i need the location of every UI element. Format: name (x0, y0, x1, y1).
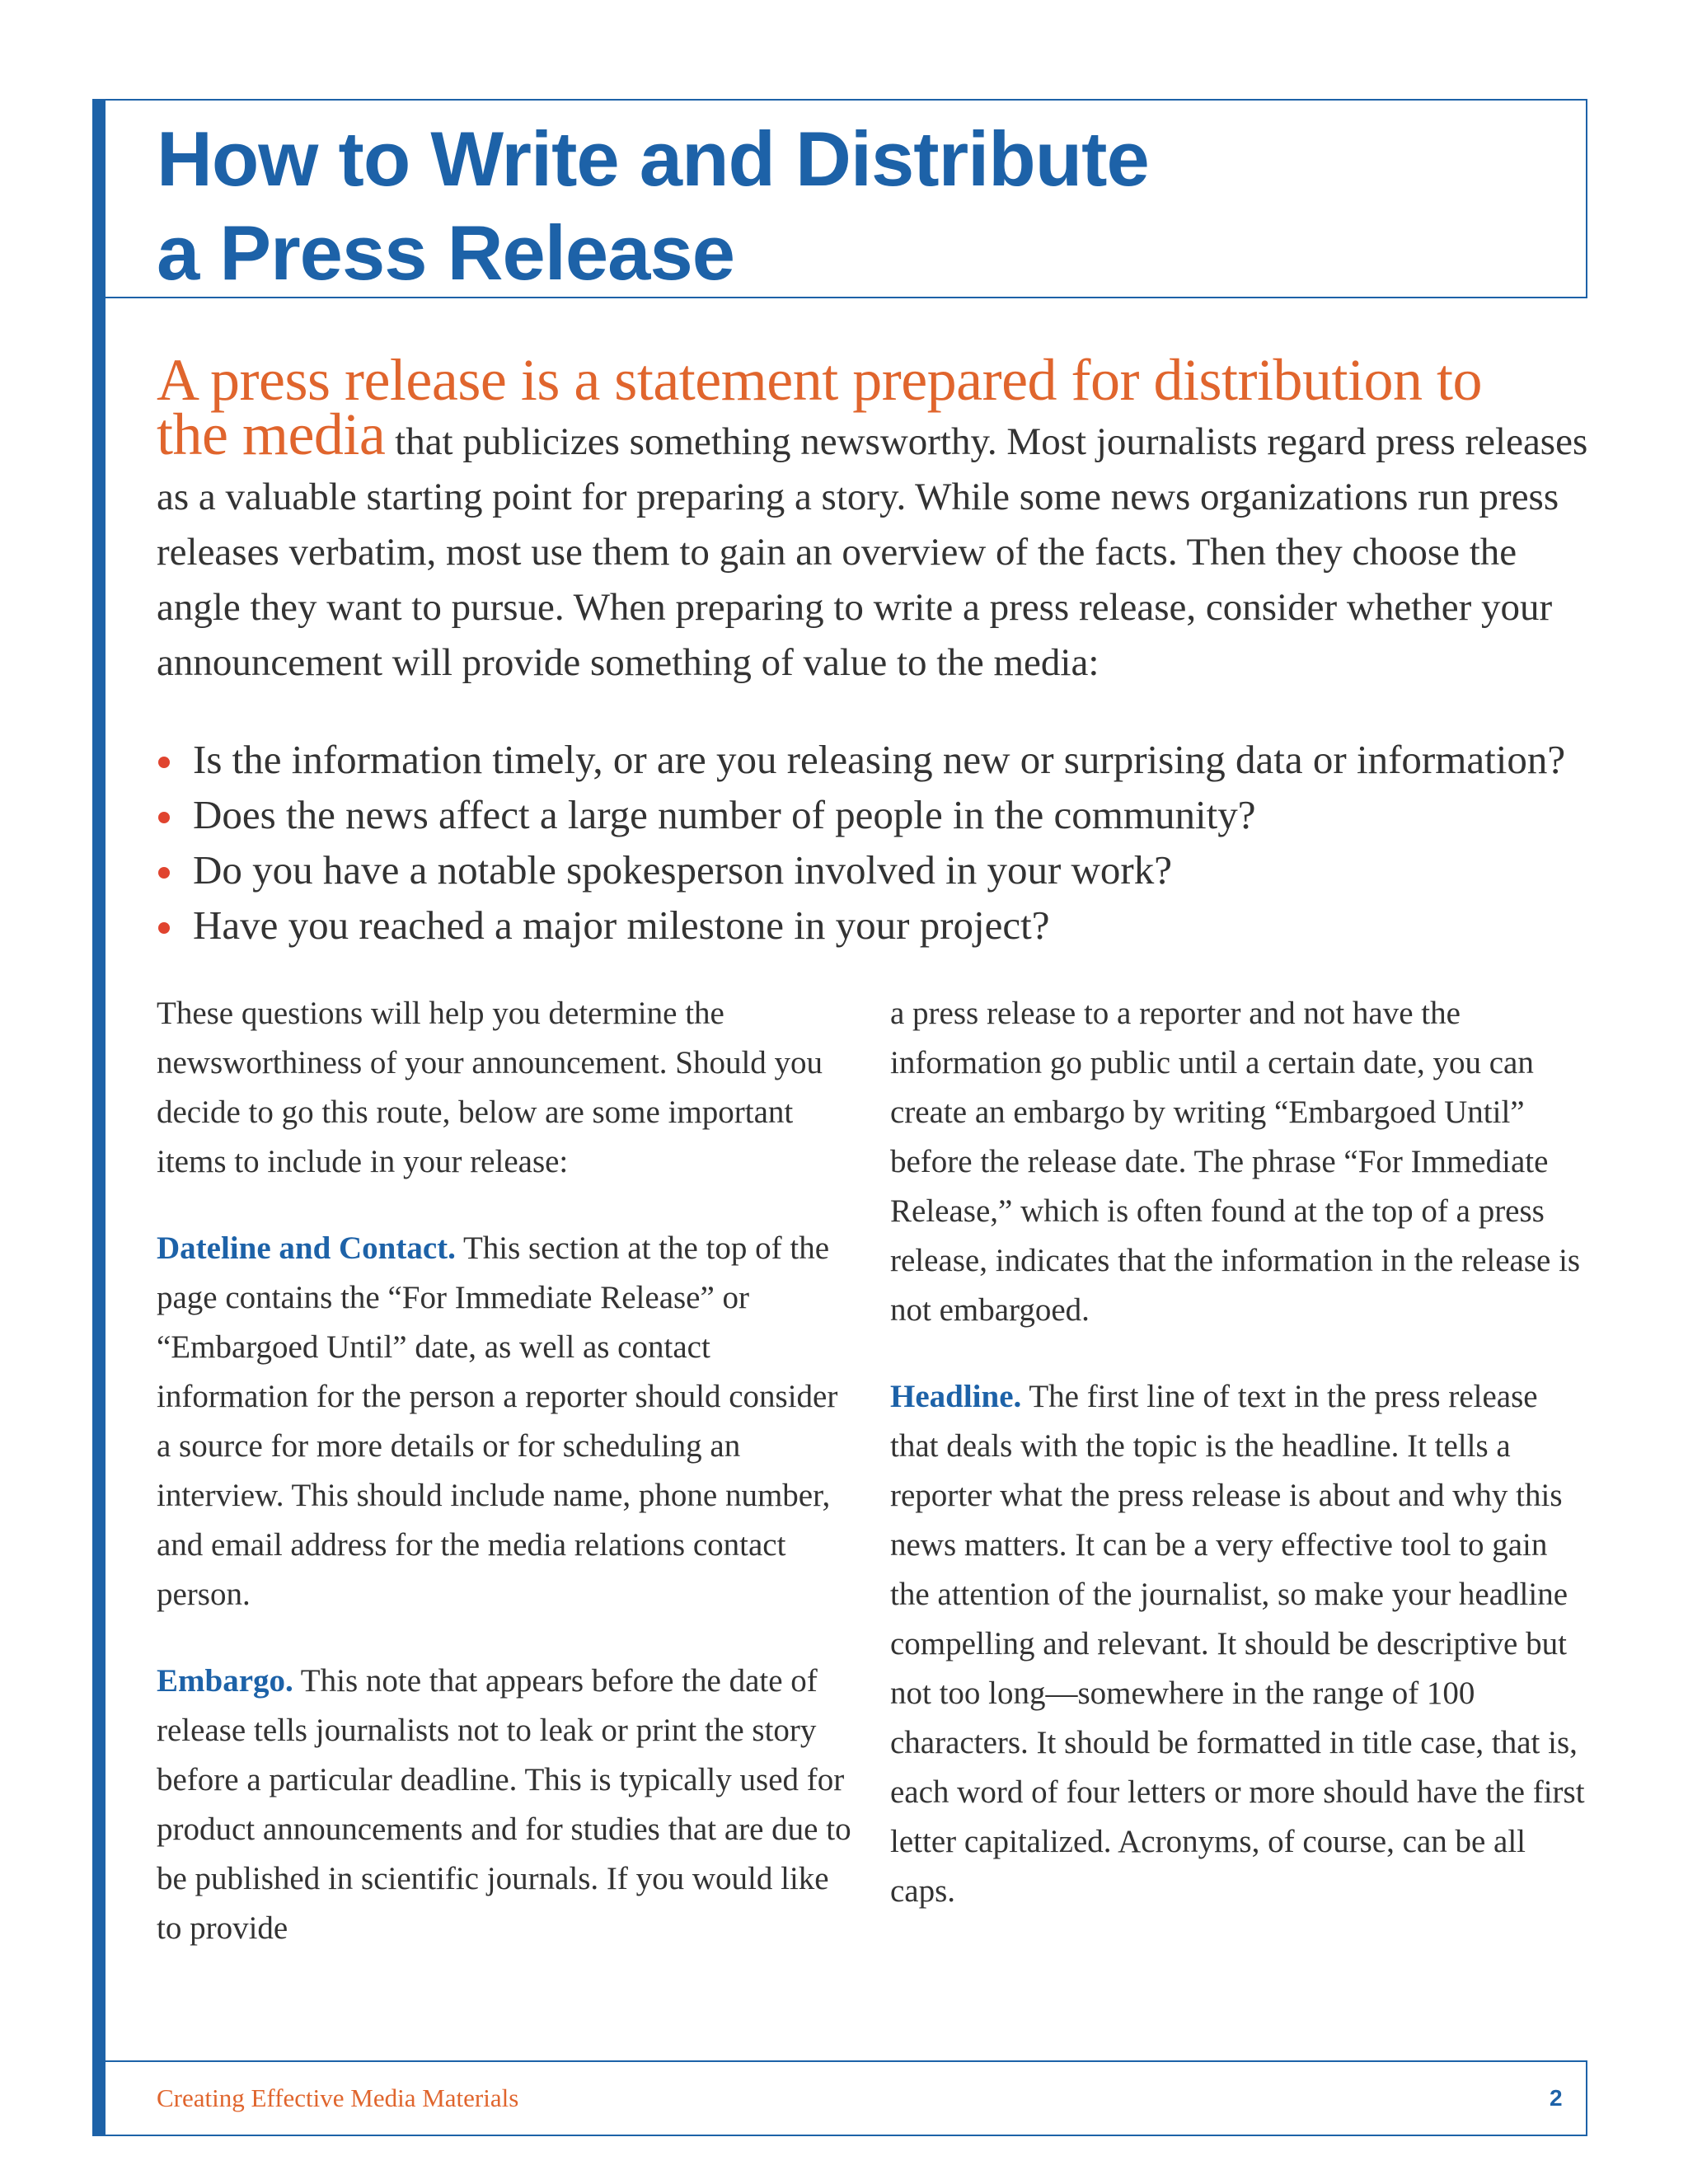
embargo-text: This note that appears before the date of release tells journalists not to leak or print the story before a particular deadline. This is typically used for product announcements and for studies that are due to be published in scientific journals. If you would like to provide (157, 1663, 851, 1946)
left-column-intro: These questions will help you determine the newsworthiness of your announcement. Should you decide to go this route, below are some important items to include in your release: (157, 996, 823, 1179)
dateline-text: This section at the top of the page contains the “For Immediate Release” or “Embargoed Until” date, as well as contact information for the person a reporter should consider a source for more details or for scheduling an interview. This should include name, phone number, and email address for the media relations contact person. (157, 1230, 838, 1612)
bullet-dot-icon (158, 867, 170, 879)
headline-text: The first line of text in the press release that deals with the topic is the headline. It tells a reporter what the press release is about and why this news matters. It can be a very effective tool to gain the attention of the journalist, so make your headline compelling and relevant. It should be descriptive but not too long—somewhere in the range of 100 characters. It should be formatted in title case, that is, each word of four letters or more should have the first letter capitalized. Acronyms, of course, can be all caps. (890, 1379, 1585, 1909)
headline-term: Headline. (890, 1379, 1022, 1414)
list-item-text: Have you reached a major milestone in your project? (193, 902, 1050, 948)
dateline-section (157, 1224, 857, 1619)
page-title (157, 112, 1149, 300)
footer-divider (106, 2060, 1587, 2062)
left-accent-bar (92, 99, 106, 2136)
embargo-continued-text: a press release to a reporter and not have the information go public until a certain date, you can create an embargo by writing “Embargoed Until” before the release date. The phrase “For Immediate Release,” which is often found at the top of a press release, indicates that the information in the release is not embargoed. (890, 996, 1581, 1328)
right-column (890, 989, 1591, 1953)
page-title-line-1: How to Write and Distribute (157, 115, 1149, 202)
list-item (157, 898, 1607, 953)
page-title-line-2: a Press Release (157, 209, 735, 296)
intro-body-text: that publicizes something newsworthy. Most journalists regard press releases as a valuable starting point for preparing a story. While some news organizations run press releases verbatim, most use them to gain an overview of the facts. Then they choose the angle they want to pursue. When preparing to write a press release, consider whether your announcement will provide something of value to the media: (157, 420, 1588, 684)
footer-frame-edge (1586, 2060, 1587, 2136)
bullet-dot-icon (158, 812, 170, 823)
dateline-term: Dateline and Contact. (157, 1230, 456, 1266)
intro-paragraph (157, 349, 1591, 691)
bullet-dot-icon (158, 922, 170, 934)
embargo-term: Embargo. (157, 1663, 293, 1699)
left-column (157, 989, 857, 1990)
bullet-dot-icon (158, 757, 170, 768)
list-item-text: Is the information timely, or are you releasing new or surprising data or information? (193, 737, 1566, 782)
list-item (157, 732, 1607, 787)
list-item-text: Do you have a notable spokesperson involved in your work? (193, 847, 1172, 893)
page-number: 2 (1550, 2085, 1563, 2111)
embargo-section (157, 1657, 857, 1953)
footer-publication-title: Creating Effective Media Materials (157, 2083, 519, 2112)
newsworthiness-checklist (157, 732, 1607, 953)
list-item (157, 787, 1607, 842)
lead-highlight-line-2: the media (157, 401, 386, 467)
list-item-text: Does the news affect a large number of people in the community? (193, 792, 1256, 837)
list-item (157, 842, 1607, 898)
lead-highlight-line-1: A press release is a statement prepared for distribution to (157, 347, 1483, 413)
footer-frame-bottom (106, 2135, 1587, 2136)
headline-section (890, 1372, 1591, 1916)
